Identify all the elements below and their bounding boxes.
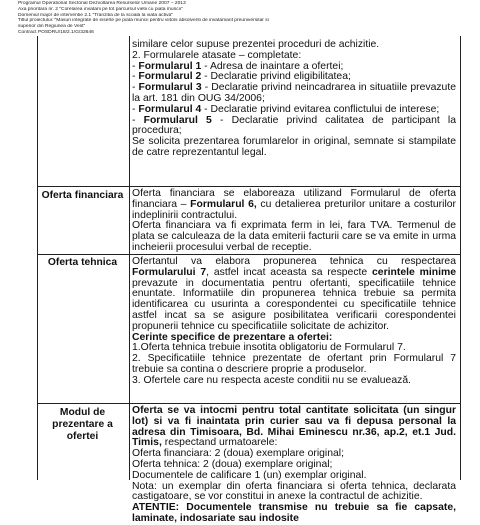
copy-count-item: Oferta tehnica: 2 (doua) exemplare original; [132, 458, 333, 470]
copy-count-item: Oferta financiara: 2 (doua) exemplare original; [132, 448, 344, 460]
table-border-right [460, 36, 461, 480]
form-label: Formularul 4 [138, 103, 202, 115]
form-label: Formularul 1 [138, 60, 202, 72]
text-run-bold: Formularului 7 [132, 266, 207, 278]
text-line: Se solicita prezentarea forumlarelor in original, semnate si stampilate de catre reprezentantul legal. [132, 136, 456, 158]
modul-prezentare-text [132, 406, 456, 525]
header-line: superior din Regiunea de Vest" [18, 24, 86, 29]
form-text: - Declaratie privind neincadrarea in situatiile prevazute la art. 181 din OUG 34/2006; [132, 82, 457, 104]
paragraph [132, 189, 456, 221]
oferta-tehnica-text [132, 257, 456, 387]
header-line: Axa prioritara nr. 2 "Corelarea invatarii pe tot parcursul vietii cu piata muncii" [18, 6, 183, 12]
oferta-financiara-text [132, 189, 456, 254]
row-label-modul-prezentare: Modul de prezentare a ofertei [52, 407, 113, 442]
form-text: - Declaratie privind calitatea de participant la procedura; [132, 114, 456, 137]
spec-item: 1.Oferta tehnica trebuie insotita obligatoriu de Formularul 7. [132, 342, 406, 354]
form-item: - Formularul 3 - Declaratie privind neincadrarea in situatiile prevazute la art. 181 din OUG 34/2006; [132, 82, 457, 104]
spec-item: 3. Ofertele care nu respecta aceste conditii nu se evaluează. [132, 374, 411, 386]
text-run: Ofertantul va elabora propunerea tehnica cu respectarea [132, 256, 456, 267]
form-text: - Adresa de inaintare a ofertei; [201, 60, 344, 72]
paragraph [132, 257, 456, 333]
form-text: - Declaratie privind eligibilitatea; [201, 71, 351, 83]
row-divider [37, 254, 461, 255]
form-text: - Declaratie privind evitarea conflictului de interese; [201, 103, 440, 115]
table-column-divider [129, 36, 130, 480]
warning-note: ATENTIE: Documentele transmise nu trebuie sa fie capsate, laminate, indosariate sau indosite [132, 502, 456, 524]
text-run: Oferta financiara se elaboreaza utilizand Formularul de oferta financiara – [132, 188, 456, 210]
header-line: Programul Operational Sectorial Dezvoltarea Resurselor Umane 2007 – 2013 [18, 1, 186, 6]
text-run-bold: cerintele minime [372, 266, 456, 278]
row-label-oferta-financiara: Oferta financiara [41, 190, 124, 201]
text-run-bold: Oferta se va intocmi pentru total cantitate solicitata (un singur lot) si va fi inaintata prin curier sau va fi depusa personal la adresa din Timisoara, Bd. Mihai Eminescu nr.36, ap.2, et.1 Jud. Timis, [132, 405, 456, 449]
spec-title: Cerinte specifice de prezentare a ofertei: [132, 331, 333, 343]
text-run-bold: Formularul 6, [190, 198, 257, 210]
eligibility-documents-text [132, 40, 456, 159]
note: Nota: un exemplar din oferta financiara si oferta tehnica, declarata castigatoare, se vor constitui in anexe la contractul de achizitie. [132, 480, 456, 503]
header-line: Contract POSDRU/18/2.1/G/32646 [18, 29, 94, 35]
header-line: Titlul proiectului: "Masuri integrate de inserte pe piata muncii pentru viitorii absolventi de invatamant preuniversitar si [18, 18, 269, 24]
text-run: respectand urmatoarele: [161, 437, 278, 449]
form-label: Formularul 3 [138, 82, 202, 94]
text-run: prevazute in documentatia pentru ofertanti, specificatiile tehnice enuntate. Informatiile din propunerea tehnica trebuie sa permita identificarea cu usurinta a corespondentei cu specificatiile tehnice astfel incat sa se asigure posibilitatea verificarii corespondentei propunerii tehnice cu specificatiile solicitate de achizitor. [132, 277, 456, 332]
form-item: - Formularul 1 - Adresa de inaintare a ofertei; [132, 60, 344, 72]
form-label: Formularul 2 [138, 71, 202, 83]
form-item: - Formularul 5 - Declaratie privind calitatea de participant la procedura; [132, 114, 456, 137]
header-line: Domeniul major de interventie 2.1 "Tranzitia de la scoala la viata activa" [18, 12, 173, 18]
row-label-oferta-tehnica: Oferta tehnica [47, 257, 118, 268]
form-item: - Formularul 2 - Declaratie privind eligibilitatea; [132, 71, 351, 83]
text-line: similare celor supuse prezentei proceduri de achizitie. [132, 39, 380, 50]
text-run: cu detalierea preturilor unitare a costurilor indeplinirii contractului. [132, 198, 456, 221]
row-divider [37, 403, 461, 404]
text-line: 2. Formularele atasate – completate: [132, 49, 302, 61]
paragraph [132, 406, 456, 449]
form-item: - Formularul 4 - Declaratie privind evitarea conflictului de interese; [132, 103, 440, 115]
text-run: , astfel incat aceasta sa respecte [206, 266, 373, 278]
row-divider [37, 186, 461, 187]
form-label: Formularul 5 [143, 114, 212, 126]
copy-count-item: Documentele de calificare 1 (un) exemplar original. [132, 469, 367, 481]
paragraph: Oferta financiara va fi exprimata ferm in lei, fara TVA. Termenul de plata se calculeaza de la data emiterii facturii care se va emite in urma incheierii procesului verbal de receptie. [132, 220, 456, 253]
document-header [18, 1, 348, 36]
spec-item: 2. Specificatiile tehnice prezentate de ofertant prin Formularul 7 trebuie sa contina o descriere proprie a produselor. [132, 353, 456, 375]
